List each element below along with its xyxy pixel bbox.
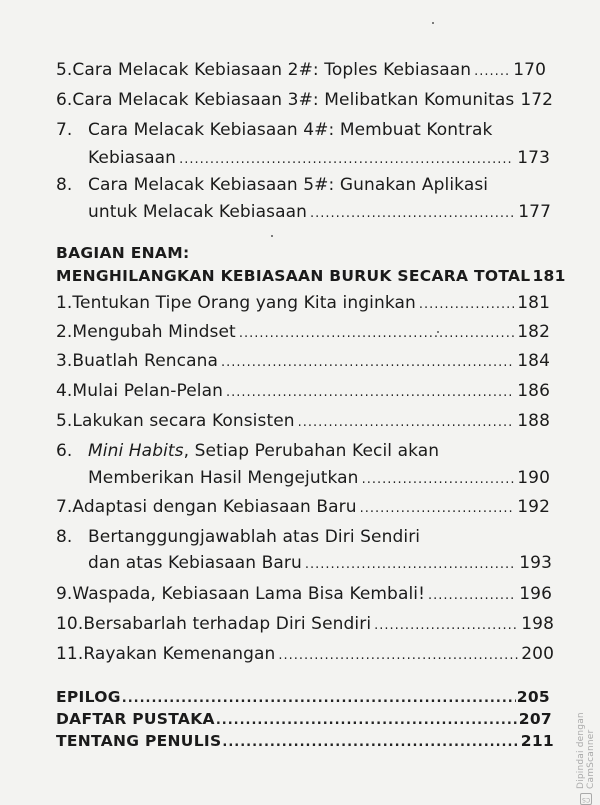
entry-page: 173 (517, 148, 550, 168)
section-label: BAGIAN ENAM: (56, 244, 190, 262)
toc-entry (56, 497, 550, 517)
back-matter-tentang-penulis (56, 732, 554, 750)
entry-title: untuk Melacak Kebiasaan (88, 202, 307, 222)
leader-dots (222, 735, 519, 750)
toc-entry (56, 527, 550, 547)
back-matter-title: EPILOG (56, 688, 121, 706)
entry-title: Bersabarlah terhadap Diri Sendiri (83, 614, 372, 634)
toc-entry (56, 351, 550, 371)
leader-dots (419, 297, 514, 312)
leader-dots (428, 588, 516, 603)
entry-title: dan atas Kebiasaan Baru (88, 553, 302, 573)
entry-title: Cara Melacak Kebiasaan 5#: Gunakan Aplikasi (88, 175, 489, 195)
section-title (56, 267, 566, 285)
entry-number: 7. (56, 120, 73, 140)
toc-entry (56, 441, 550, 461)
leader-dots (362, 472, 515, 487)
toc-entry (56, 293, 550, 313)
leader-dots (179, 152, 514, 167)
camscanner-icon: CS (580, 793, 592, 805)
entry-number: 8. (56, 175, 73, 195)
entry-page: 198 (521, 614, 554, 634)
entry-title: Rayakan Kemenangan (83, 644, 276, 664)
entry-page: 193 (519, 553, 552, 573)
toc-entry (56, 175, 546, 195)
back-matter-title: TENTANG PENULIS (56, 732, 222, 750)
scan-speck (437, 331, 439, 333)
entry-title: Bertanggungjawablah atas Diri Sendiri (88, 527, 421, 547)
entry-title: Memberikan Hasil Mengejutkan (88, 468, 359, 488)
section-page: 181 (532, 267, 566, 285)
entry-title: Lakukan secara Konsisten (72, 411, 295, 431)
entry-title: Cara Melacak Kebiasaan 3#: Melibatkan Komunitas (72, 90, 515, 110)
entry-number: 4. (56, 381, 73, 401)
leader-dots (310, 206, 515, 221)
leader-dots (305, 557, 516, 572)
entry-page: 192 (517, 497, 550, 517)
entry-number: 10. (56, 614, 84, 634)
entry-page: 172 (520, 90, 554, 110)
toc-entry (56, 584, 552, 604)
toc-entry-continuation (88, 553, 552, 573)
toc-entry (56, 381, 550, 401)
toc-entry (56, 614, 554, 634)
toc-entry (56, 411, 550, 431)
leader-dots (221, 355, 514, 370)
entry-number: 5. (56, 60, 73, 80)
entry-title: Mengubah Mindset (72, 322, 236, 342)
leader-dots (298, 415, 515, 430)
back-matter-epilog (56, 688, 550, 706)
toc-entry-continuation (88, 202, 551, 222)
entry-title: , Setiap Perubahan Kecil akan (183, 441, 440, 461)
entry-number: 6. (56, 90, 73, 110)
entry-page: 200 (521, 644, 554, 664)
entry-title: Mulai Pelan-Pelan (72, 381, 224, 401)
entry-number: 3. (56, 351, 73, 371)
entry-page: 184 (517, 351, 550, 371)
scan-speck (271, 235, 273, 237)
section-title-text: MENGHILANGKAN KEBIASAAN BURUK SECARA TOTAL (56, 267, 531, 285)
toc-entry (56, 322, 550, 342)
entry-number: 5. (56, 411, 73, 431)
entry-number: 2. (56, 322, 73, 342)
entry-number: 11. (56, 644, 84, 664)
entry-title: Cara Melacak Kebiasaan 2#: Toples Kebiasaan (72, 60, 472, 80)
entry-page: 177 (518, 202, 551, 222)
entry-title: Adaptasi dengan Kebiasaan Baru (72, 497, 357, 517)
leader-dots (278, 648, 518, 663)
back-matter-page: 207 (518, 710, 552, 728)
leader-dots (216, 713, 518, 728)
entry-page: 190 (517, 468, 550, 488)
back-matter-page: 211 (520, 732, 554, 750)
back-matter-title: DAFTAR PUSTAKA (56, 710, 215, 728)
toc-entry (56, 90, 554, 110)
entry-page: 181 (517, 293, 550, 313)
entry-number: 8. (56, 527, 73, 547)
entry-number: 1. (56, 293, 73, 313)
entry-number: 9. (56, 584, 73, 604)
entry-title: Waspada, Kebiasaan Lama Bisa Kembali! (72, 584, 426, 604)
entry-title: Buatlah Rencana (72, 351, 218, 371)
leader-dots (226, 385, 514, 400)
entry-page: 182 (517, 322, 550, 342)
toc-entry (56, 644, 554, 664)
entry-page: 196 (519, 584, 552, 604)
leader-dots (374, 618, 518, 633)
camscanner-watermark (576, 682, 596, 805)
entry-page: 188 (517, 411, 550, 431)
leader-dots (360, 501, 515, 516)
scan-speck (432, 22, 434, 24)
entry-title: Cara Melacak Kebiasaan 4#: Membuat Kontrak (88, 120, 493, 140)
entry-number: 6. (56, 441, 73, 461)
toc-entry (56, 60, 546, 80)
leader-dots (239, 326, 514, 341)
toc-entry (56, 120, 546, 140)
back-matter-daftar-pustaka (56, 710, 552, 728)
leader-dots (474, 64, 510, 79)
entry-title: Tentukan Tipe Orang yang Kita inginkan (72, 293, 416, 313)
camscanner-text: Dipindai dengan CamScanner (576, 712, 596, 789)
entry-title: Kebiasaan (88, 148, 177, 168)
entry-page: 170 (513, 60, 546, 80)
toc-entry-continuation (88, 468, 550, 488)
leader-dots (122, 691, 516, 706)
entry-number: 7. (56, 497, 73, 517)
toc-entry-continuation (88, 148, 550, 168)
entry-page: 186 (517, 381, 550, 401)
back-matter-page: 205 (516, 688, 550, 706)
entry-title-italic: Mini Habits (88, 441, 184, 461)
